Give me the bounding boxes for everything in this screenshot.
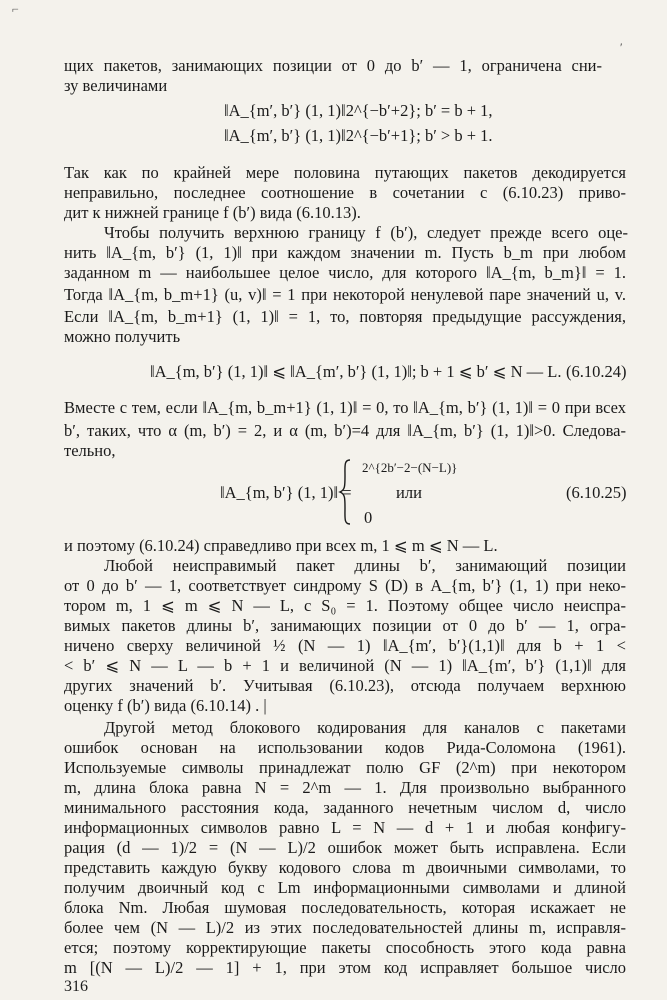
margin-mark: ′ — [620, 40, 623, 54]
text-line-14: тельно, — [64, 441, 116, 460]
text-line-18: тором m, 1 ⩽ m ⩽ N — L, с S₀ = 1. Поэтому общее число неиспра- — [64, 596, 626, 615]
text-line-30: рация (d — 1)/2 = (N — L)/2 ошибок может быть исправлена. Если — [64, 838, 626, 857]
text-line-17: от 0 до b′ — 1, соответствует синдрому S (D) в A_{m, b′} (1, 1) при неко- — [64, 576, 626, 595]
text-line-12: Вместе с тем, если ‖A_{m, b_m+1} (1, 1)‖ = 0, то ‖A_{m, b′} (1, 1)‖ = 0 при всех — [64, 398, 626, 417]
text-line-26: Используемые символы принадлежат полю GF (2^m) при некотором — [64, 758, 626, 777]
text-line-31: представить каждую букву кодового слова m двоичными символами, то — [64, 858, 626, 877]
case-line-3: 0 — [364, 508, 373, 527]
text-line-9: Тогда ‖A_{m, b_m+1} (u, v)‖ = 1 при некоторой ненулевой паре значений u, v. — [64, 285, 626, 304]
text-line-36: m [(N — L)/2 — 1] + 1, при этом код исправляет большое число — [64, 958, 626, 977]
equation-number-6-10-25: (6.10.25) — [566, 483, 627, 502]
text-line-29: информационных символов равно L = N — d + 1 и любая конфигу- — [64, 818, 626, 837]
text-line-33: блока Nm. Любая шумовая последовательность, которая искажает не — [64, 898, 626, 917]
text-line-5: дит к нижней границе f (b′) вида (6.10.13). — [64, 203, 361, 222]
text-line-34: более чем (N — L)/2 из этих последовательностей длины m, исправля- — [64, 918, 626, 937]
text-line-3: Так как по крайней мере половина путающих пакетов декодируется — [64, 163, 626, 182]
text-line-21: < b′ ⩽ N — L — b + 1 и величиной (N — 1) ‖A_{m′, b′} (1,1)‖ для — [64, 656, 626, 675]
corner-mark: ⌐ — [12, 2, 19, 16]
text-line-24: Другой метод блокового кодирования для каналов с пакетами — [104, 718, 626, 737]
text-line-6: Чтобы получить верхнюю границу f (b′), следует прежде всего оце- — [104, 223, 628, 242]
text-line-23: оценку f (b′) вида (6.10.14) . | — [64, 696, 267, 715]
text-line-11: можно получить — [64, 327, 181, 346]
text-line-22: других значений b′. Учитывая (6.10.23), отсюда получаем верхнюю — [64, 676, 626, 695]
text-line-28: минимального расстояния кода, заданного нечетным числом d, число — [64, 798, 626, 817]
text-line-27: m, длина блока равна N = 2^m — 1. Для произвольно выбранного — [64, 778, 626, 797]
formula-6-10-25-lhs: ‖A_{m, b′} (1, 1)‖ = — [220, 483, 352, 502]
text-line-2: зу величинами — [64, 76, 168, 95]
page-number: 316 — [64, 978, 88, 995]
case-line-1: 2^{2b′−2−(N−L)} — [362, 460, 458, 475]
text-line-1: щих пакетов, занимающих позиции от 0 до b′ — 1, ограничена сни- — [64, 56, 602, 75]
text-line-20: ничено сверху величиной ½ (N — 1) ‖A_{m′, b′}(1,1)‖ для b + 1 < — [64, 636, 626, 655]
text-line-4: неправильно, последнее соотношение в сочетании с (6.10.23) приво- — [64, 183, 626, 202]
text-line-8: заданном m — наибольшее целое число, для которого ‖A_{m, b_m}‖ = 1. — [64, 263, 626, 282]
text-line-7: нить ‖A_{m, b′} (1, 1)‖ при каждом значении m. Пусть b_m при любом — [64, 243, 626, 262]
text-line-32: получим двоичный код с Lm информационными символами и длиной — [64, 878, 626, 897]
equation-number-6-10-24: (6.10.24) — [566, 362, 627, 381]
case-line-2: или — [396, 483, 422, 502]
formula-6-10-24: ‖A_{m, b′} (1, 1)‖ ⩽ ‖A_{m′, b′} (1, 1)‖; b + 1 ⩽ b′ ⩽ N — L. — [150, 362, 562, 381]
text-line-19: вимых пакетов длины b′, занимающих позиции от 0 до b′ — 1, огра- — [64, 616, 626, 635]
text-line-13: b′, таких, что α (m, b′) = 2, и α (m, b′)=4 для ‖A_{m, b′} (1, 1)‖>0. Следова- — [64, 421, 626, 440]
text-line-35: ется; поэтому корректирующие пакеты способность этого кода равна — [64, 938, 626, 957]
formula-line-1: ‖A_{m′, b′} (1, 1)‖2^{−b′+2}; b′ = b + 1, — [224, 101, 493, 120]
text-line-10: Если ‖A_{m, b_m+1} (1, 1)‖ = 1, то, повторяя предыдущие рассуждения, — [64, 307, 626, 326]
formula-line-2: ‖A_{m′, b′} (1, 1)‖2^{−b′+1}; b′ > b + 1. — [224, 126, 493, 145]
curly-brace-icon — [338, 458, 352, 526]
text-line-25: ошибок основан на использовании кодов Рида-Соломона (1961). — [64, 738, 626, 757]
text-line-15: и поэтому (6.10.24) справедливо при всех m, 1 ⩽ m ⩽ N — L. — [64, 536, 498, 555]
text-line-16: Любой неисправимый пакет длины b′, занимающий позиции — [104, 556, 626, 575]
